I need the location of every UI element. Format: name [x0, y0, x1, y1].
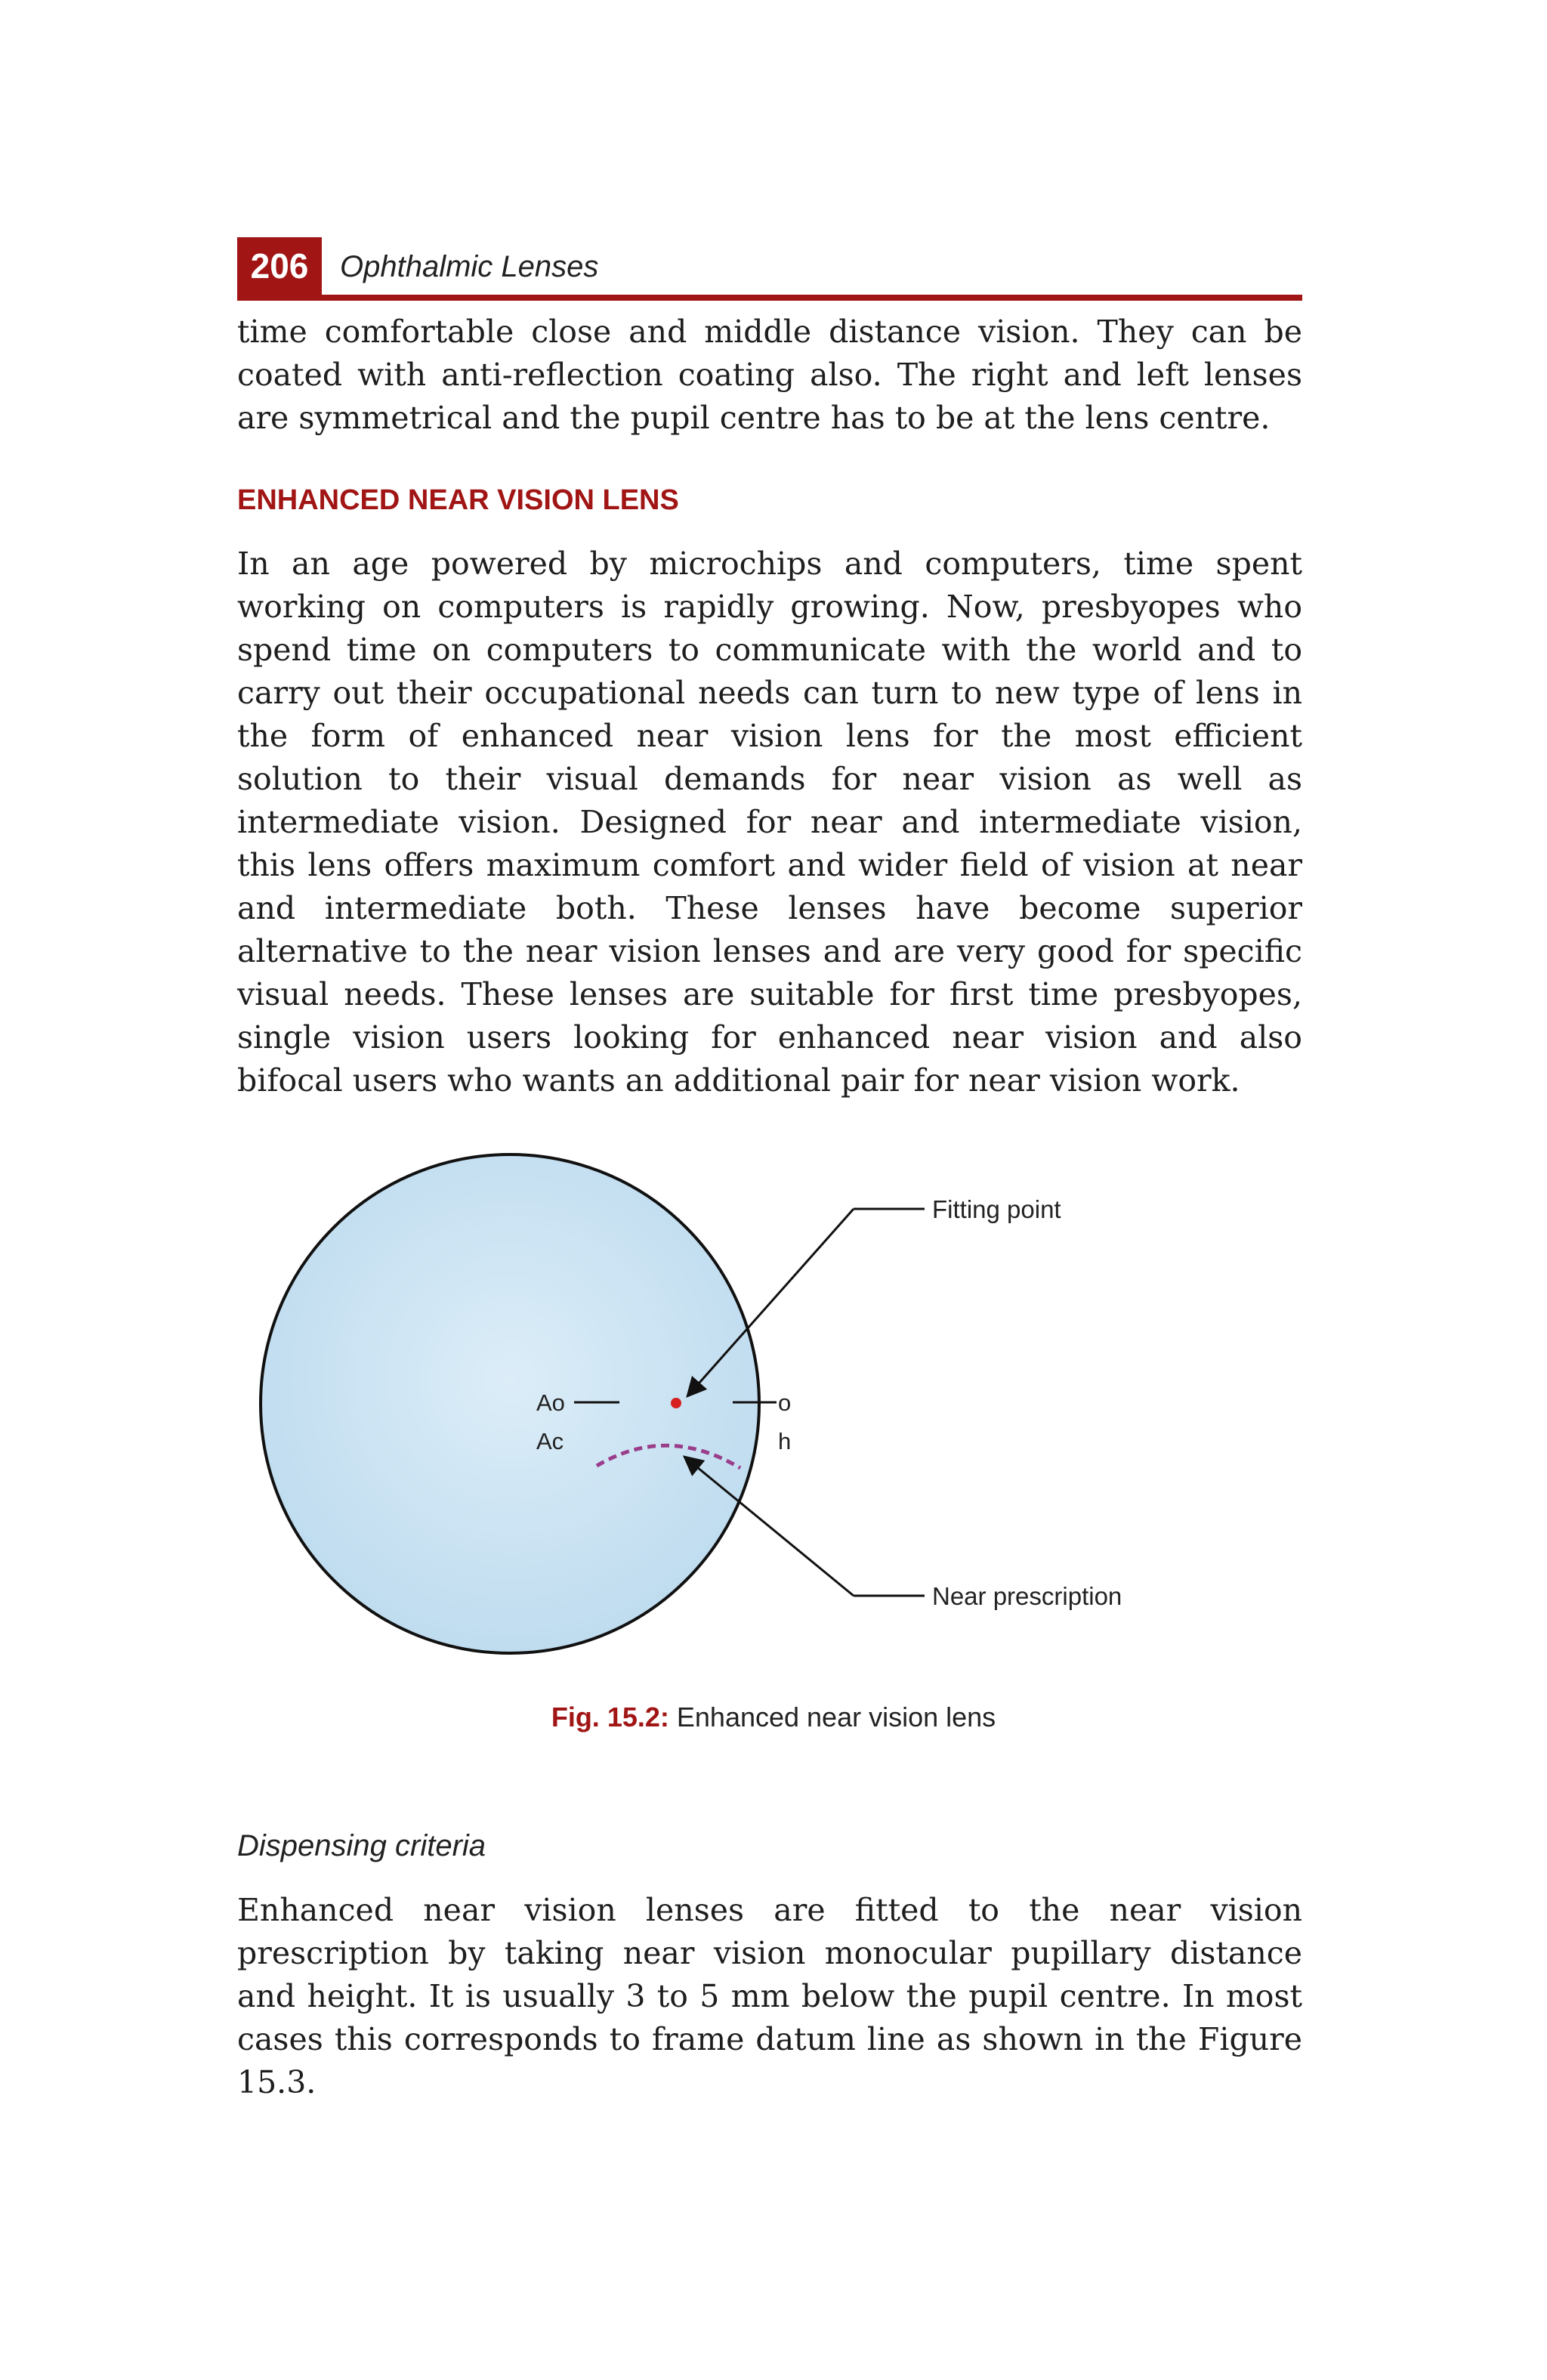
- fitting-point-label: Fitting point: [932, 1195, 1061, 1223]
- section-heading: ENHANCED NEAR VISION LENS: [237, 484, 679, 516]
- figure-caption-label: Fig. 15.2:: [551, 1702, 669, 1732]
- paragraph-dispensing-criteria: Enhanced near vision lenses are fitted to the near vision prescription by taking near vision monocular pupillary distance and height. It is usually 3 to 5 mm below the pupil centre. In most cases this corresponds to frame datum line as shown in the Figure 15.3.: [237, 1892, 1302, 2100]
- header-rule: [237, 295, 1302, 301]
- figure-caption: [0, 1698, 1547, 1736]
- running-title: Ophthalmic Lenses: [340, 250, 599, 283]
- page-number: 206: [237, 237, 322, 295]
- mark-h: h: [778, 1428, 792, 1454]
- fitting-point-dot: [671, 1398, 681, 1408]
- mark-ao: Ao: [536, 1389, 565, 1416]
- lens-diagram: [257, 1118, 1178, 1692]
- mark-ac: Ac: [536, 1428, 564, 1454]
- paragraph-continuation: time comfortable close and middle distance vision. They can be coated with anti-reflection coating also. The right and left lenses are symmetrical and the pupil centre has to be at the lens centre.: [237, 314, 1302, 436]
- paragraph-enhanced-near-vision: In an age powered by microchips and computers, time spent working on computers is rapidly growing. Now, presbyopes who spend time on computers to communicate with the world and to carry out their occupational needs can turn to new type of lens in the form of enhanced near vision lens for the most efficient solution to their visual demands for near vision as well as intermediate vision. Designed for near and intermediate vision, this lens offers maximum comfort and wider field of vision at near and intermediate both. These lenses have become superior alternative to the near vision lenses and are very good for specific visual needs. These lenses are suitable for first time presbyopes, single vision users looking for enhanced near vision and also bifocal users who wants an additional pair for near vision work.: [237, 546, 1302, 1099]
- lens-circle: [261, 1154, 759, 1653]
- near-prescription-label: Near prescription: [932, 1582, 1122, 1610]
- page-header: [237, 237, 1302, 298]
- figure-caption-text: Enhanced near vision lens: [676, 1702, 996, 1732]
- subheading-dispensing-criteria: Dispensing criteria: [237, 1829, 486, 1862]
- mark-o: o: [778, 1389, 792, 1416]
